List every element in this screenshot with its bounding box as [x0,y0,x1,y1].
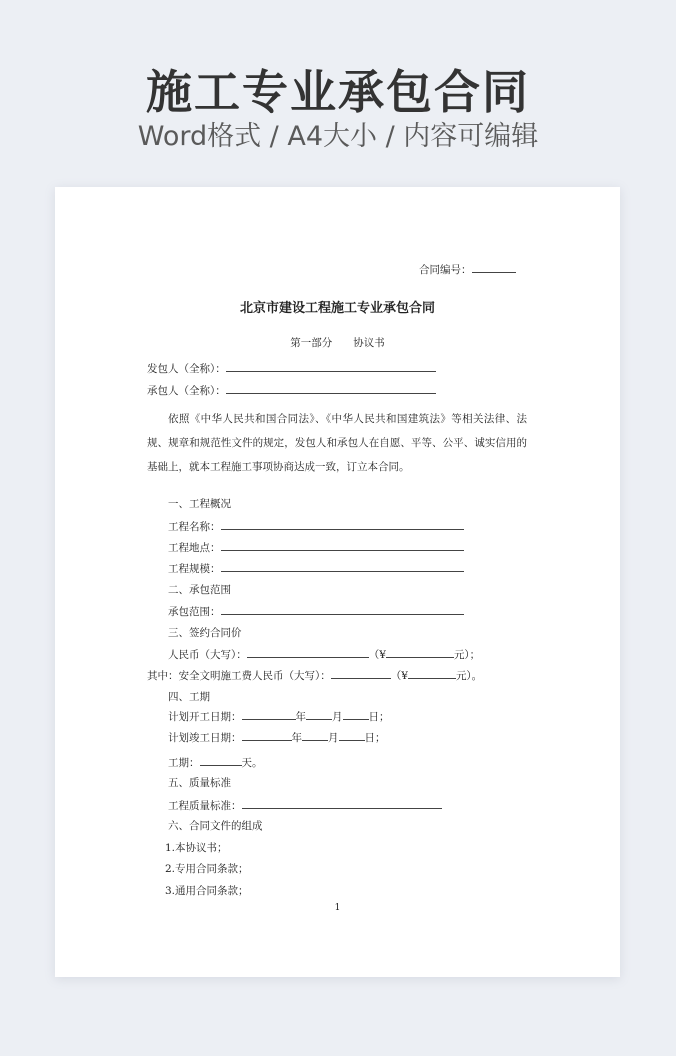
month-label: 月 [332,711,343,723]
contractor-blank[interactable] [226,383,436,394]
end-date-row [168,730,386,745]
contract-price-row [168,647,480,662]
project-name-label: 工程名称： [168,521,221,533]
intro-paragraph: 依照《中华人民共和国合同法》、《中华人民共和国建筑法》等相关法律、法规、规章和规范性文件的规定，发包人和承包人在自愿、平等、公平、诚实信用的基础上，就本工程施工事项协商达成一致，订立本合同。 [147,413,527,473]
end-month-blank[interactable] [302,730,328,741]
days-label: 天。 [241,757,263,769]
project-location-row [168,540,464,555]
contract-number-row [419,262,516,277]
duration-row [168,755,263,770]
day-label: 日； [368,711,390,723]
page-number: 1 [334,903,341,913]
start-date-label: 计划开工日期： [168,711,242,723]
document-title: 北京市建设工程施工专业承包合同 [239,301,435,316]
banner-subtitle: Word格式 / A4大小 / 内容可编辑 [137,121,539,152]
scope-label: 承包范围： [168,606,221,618]
end-day-blank[interactable] [339,730,365,741]
contract-number-blank[interactable] [472,262,516,273]
contract-number-label: 合同编号： [419,264,472,276]
rmb-label: 人民币（大写）： [168,649,247,661]
employer-row [147,361,436,376]
year-label: 年 [295,711,306,723]
quality-label: 工程质量标准： [168,800,242,812]
safety-fee-row [147,668,482,683]
rmb-figure-blank[interactable] [386,647,454,658]
document-item: 2.专用合同条款； [165,863,249,875]
safety-figure-blank[interactable] [408,668,456,679]
duration-label: 工期： [168,757,200,769]
quality-blank[interactable] [242,798,442,809]
project-name-blank[interactable] [221,519,464,530]
start-month-blank[interactable] [306,709,332,720]
quality-row [168,798,442,813]
year-label: 年 [291,732,302,744]
project-location-label: 工程地点： [168,542,221,554]
safety-yen-open: （¥ [390,670,408,682]
scope-blank[interactable] [221,604,464,615]
project-scale-row [168,561,464,576]
start-day-blank[interactable] [343,709,369,720]
part-heading: 第一部分 协议书 [290,337,385,349]
safety-yuan-close: 元）。 [455,670,483,682]
contractor-row [147,383,436,398]
section-4-heading: 四、工期 [168,691,210,703]
safety-fee-label: 其中：安全文明施工费人民币（大写）： [147,670,331,682]
scope-row [168,604,464,619]
document-item: 3.通用合同条款； [165,885,249,897]
start-date-row [168,709,390,724]
project-scale-blank[interactable] [221,561,464,572]
employer-label: 发包人（全称）： [147,363,226,375]
banner-title: 施工专业承包合同 [146,65,530,119]
yuan-close: 元）； [453,649,481,661]
project-scale-label: 工程规模： [168,563,221,575]
rmb-words-blank[interactable] [247,647,369,658]
day-label: 日； [364,732,386,744]
section-5-heading: 五、质量标准 [168,777,231,789]
month-label: 月 [328,732,339,744]
document-item: 1.本协议书； [165,842,228,854]
start-year-blank[interactable] [242,709,296,720]
contractor-label: 承包人（全称）： [147,385,226,397]
project-location-blank[interactable] [221,540,464,551]
end-date-label: 计划竣工日期： [168,732,242,744]
duration-blank[interactable] [200,755,242,766]
section-3-heading: 三、签约合同价 [168,627,242,639]
document-page [55,187,620,977]
employer-blank[interactable] [226,361,436,372]
section-6-heading: 六、合同文件的组成 [168,820,263,832]
project-name-row [168,519,464,534]
safety-words-blank[interactable] [331,668,391,679]
section-2-heading: 二、承包范围 [168,584,231,596]
end-year-blank[interactable] [242,730,292,741]
section-1-heading: 一、工程概况 [168,498,231,510]
yen-open: （¥ [368,649,386,661]
